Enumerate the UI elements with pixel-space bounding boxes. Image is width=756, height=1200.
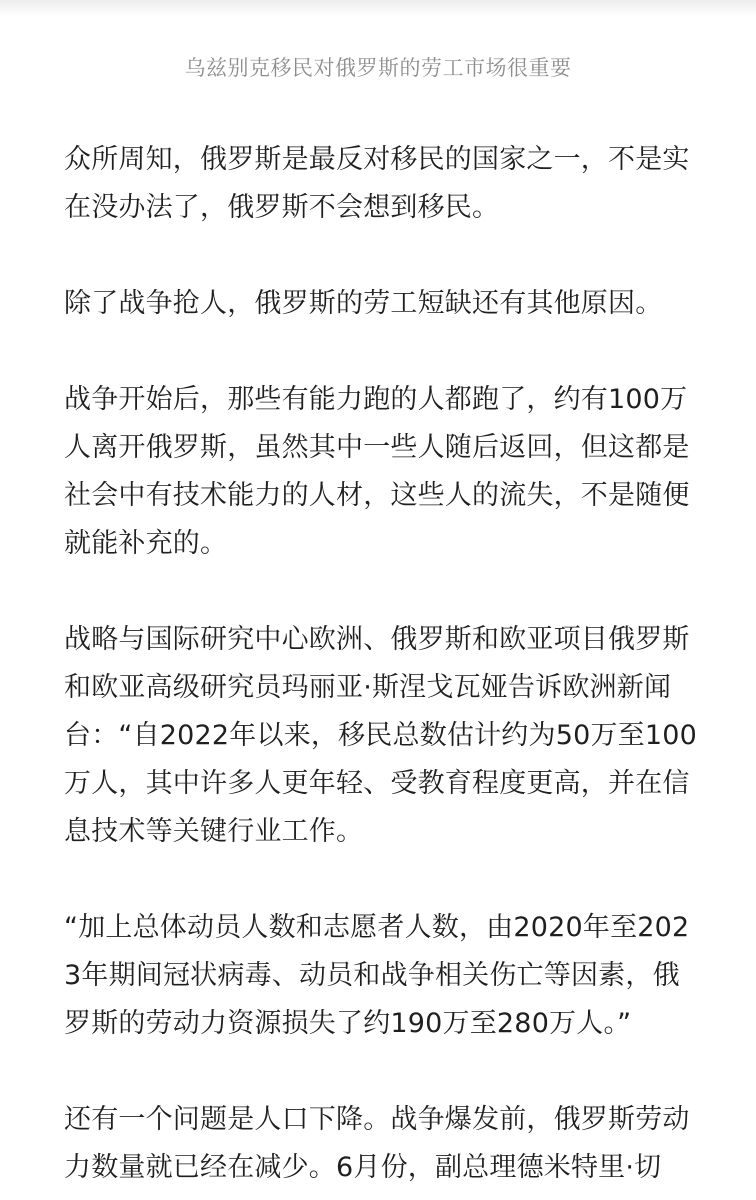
paragraph-2: 除了战争抢人，俄罗斯的劳工短缺还有其他原因。 [64, 288, 663, 319]
top-edge-shadow [0, 0, 756, 16]
paragraph-5: “加上总体动员人数和志愿者人数，由2020年至2023年期间冠状病毒、动员和战争相关伤亡等因素，俄罗斯的劳动力资源损失了约190万至280万人。” [64, 912, 690, 1039]
paragraph-6: 还有一个问题是人口下降。战争爆发前，俄罗斯劳动力数量就已经在减少。6月份，副总理德米特里·切 [64, 1104, 690, 1183]
paragraph-1: 众所周知，俄罗斯是最反对移民的国家之一，不是实在没办法了，俄罗斯不会想到移民。 [64, 144, 690, 223]
image-caption: 乌兹别克移民对俄罗斯的劳工市场很重要 [184, 56, 572, 80]
article-body [64, 136, 704, 1192]
paragraph-3: 战争开始后，那些有能力跑的人都跑了，约有100万人离开俄罗斯，虽然其中一些人随后返回，但这都是社会中有技术能力的人材，这些人的流失，不是随便就能补充的。 [64, 384, 690, 559]
paragraph-4: 战略与国际研究中心欧洲、俄罗斯和欧亚项目俄罗斯和欧亚高级研究员玛丽亚·斯涅戈瓦娅告诉欧洲新闻台：“自2022年以来，移民总数估计约为50万至100万人，其中许多人更年轻、受教育程度更高，并在信息技术等关键行业工作。 [64, 624, 697, 847]
